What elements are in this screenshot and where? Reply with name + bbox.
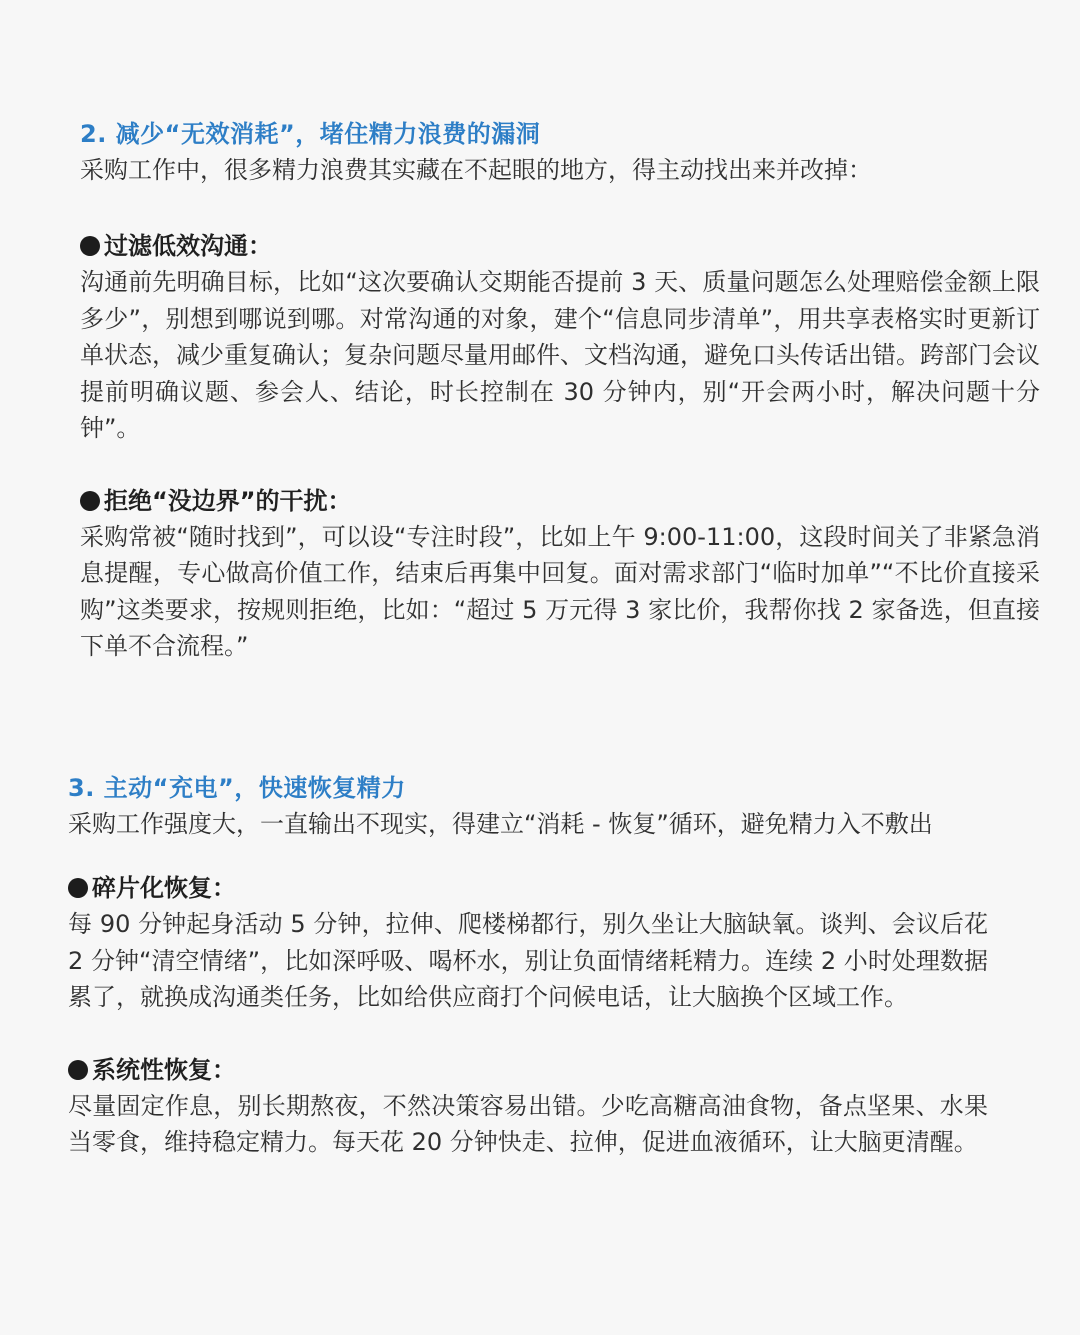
- bullet-icon: [68, 878, 88, 898]
- subsection-title-text: 拒绝“没边界”的干扰：: [104, 486, 352, 515]
- subsection-systematic-recovery: [68, 1052, 1058, 1161]
- section-intro: 采购工作强度大，一直输出不现实，得建立“消耗 - 恢复”循环，避免精力入不敷出: [68, 810, 933, 838]
- subsection-body: 每 90 分钟起身活动 5 分钟，拉伸、爬楼梯都行，别久坐让大脑缺氧。谈判、会议后花 2 分钟“清空情绪”，比如深呼吸、喝杯水，别让负面情绪耗精力。连续 2 小时处理数据累了，就换成沟通类任务，比如给供应商打个问候电话，让大脑换个区域工作。: [68, 910, 988, 1011]
- section-intro: 采购工作中，很多精力浪费其实藏在不起眼的地方，得主动找出来并改掉：: [80, 156, 872, 184]
- subsection-fragment-recovery: [68, 870, 1058, 1016]
- section-heading: 2. 减少“无效消耗”，堵住精力浪费的漏洞: [80, 120, 541, 148]
- subsection-body: 采购常被“随时找到”，可以设“专注时段”，比如上午 9:00-11:00，这段时间关了非紧急消息提醒，专心做高价值工作，结束后再集中回复。面对需求部门“临时加单”“不比价直接采购”这类要求，按规则拒绝，比如：“超过 5 万元得 3 家比价，我帮你找 2 家备选，但直接下单不合流程。”: [80, 522, 1040, 660]
- subsection-filter-communication: [80, 228, 1040, 447]
- subsection-title: [68, 870, 1058, 906]
- bullet-icon: [80, 491, 100, 511]
- section-reduce-waste: [80, 116, 1040, 665]
- subsection-body: 尽量固定作息，别长期熬夜，不然决策容易出错。少吃高糖高油食物，备点坚果、水果当零食，维持稳定精力。每天花 20 分钟快走、拉伸，促进血液循环，让大脑更清醒。: [68, 1091, 988, 1156]
- subsection-title: [80, 483, 1040, 519]
- subsection-title-text: 碎片化恢复：: [92, 874, 236, 902]
- subsection-title-text: 过滤低效沟通：: [104, 232, 272, 260]
- bullet-icon: [68, 1060, 88, 1080]
- subsection-title: [80, 228, 1040, 264]
- section-heading: 3. 主动“充电”，快速恢复精力: [68, 774, 406, 802]
- bullet-icon: [80, 236, 100, 256]
- subsection-title: [68, 1052, 1058, 1088]
- section-recharge: [68, 770, 1058, 1161]
- subsection-body: 沟通前先明确目标，比如“这次要确认交期能否提前 3 天、质量问题怎么处理赔偿金额上限多少”，别想到哪说到哪。对常沟通的对象，建个“信息同步清单”，用共享表格实时更新订单状态，减少重复确认；复杂问题尽量用邮件、文档沟通，避免口头传话出错。跨部门会议提前明确议题、参会人、结论，时长控制在 30 分钟内，别“开会两小时，解决问题十分钟”。: [80, 268, 1040, 442]
- subsection-title-text: 系统性恢复：: [92, 1055, 236, 1084]
- subsection-refuse-interruptions: [80, 483, 1040, 665]
